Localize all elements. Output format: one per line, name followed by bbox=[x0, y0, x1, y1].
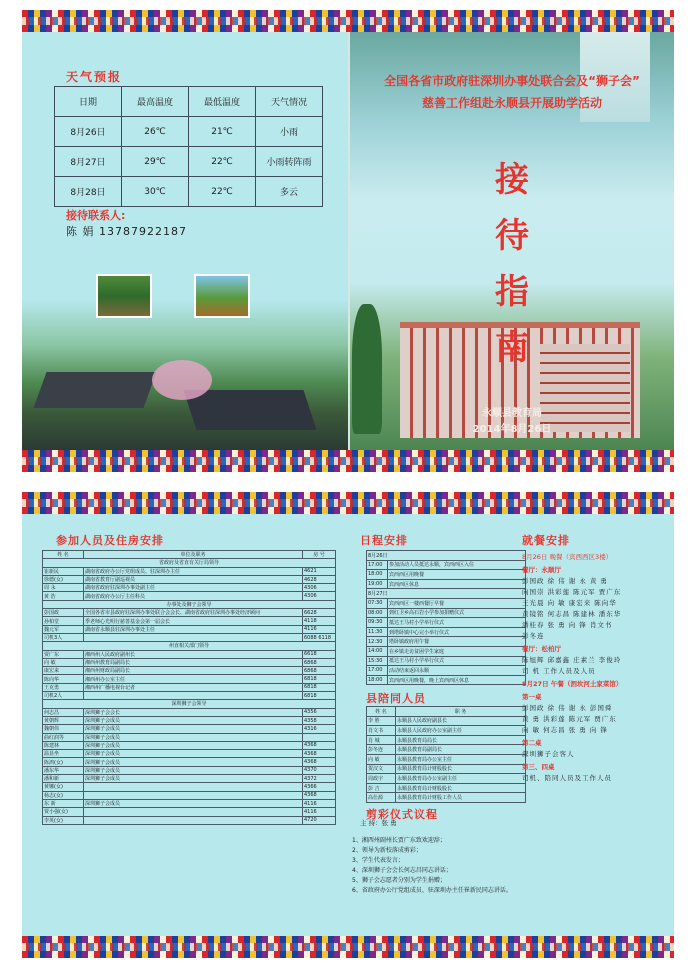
ceremony-title: 剪彩仪式议程 bbox=[366, 808, 438, 821]
participant-room-cell: 4628 bbox=[303, 575, 336, 583]
schedule-event-cell: 到塔卧镇中心完小举行仪式 bbox=[388, 627, 526, 637]
participant-name-cell: 黄 浩 bbox=[43, 592, 84, 600]
schedule-day-cell: 8月27日 bbox=[367, 589, 526, 599]
table-row bbox=[367, 646, 526, 656]
weather-header-row bbox=[55, 87, 323, 117]
participant-name-cell: 司机2人 bbox=[43, 692, 84, 700]
schedule-time-cell: 15:30 bbox=[367, 656, 388, 666]
weather-cell: 小雨 bbox=[256, 117, 323, 147]
schedule-table bbox=[366, 550, 526, 685]
table-row bbox=[43, 808, 336, 816]
participant-role-cell: 深圳狮子会成员 bbox=[84, 750, 303, 758]
staff-name-cell: 彭 吉 bbox=[367, 783, 396, 793]
table-row bbox=[367, 618, 526, 628]
staff-role-cell: 永顺县教育局办公室副主任 bbox=[396, 774, 526, 784]
list-item: 4、深圳狮子会会长何志昌同志讲话； bbox=[352, 867, 452, 874]
dining-name-line: 彭冬连 bbox=[522, 632, 545, 640]
participant-room-cell: 4368 bbox=[303, 758, 336, 766]
ceremony-list bbox=[352, 836, 512, 896]
table-row bbox=[367, 666, 526, 676]
schedule-time-cell: 09:30 bbox=[367, 618, 388, 628]
table-row bbox=[367, 579, 526, 589]
table-row bbox=[43, 766, 336, 774]
weather-header-cell: 天气情况 bbox=[256, 87, 323, 117]
participant-name-cell: 徐德(女) bbox=[43, 575, 84, 583]
table-row bbox=[367, 627, 526, 637]
participants-header-cell: 姓 名 bbox=[43, 551, 84, 559]
participant-room-cell: 6868 bbox=[303, 667, 336, 675]
participant-room-cell: 6618 bbox=[303, 650, 336, 658]
schedule-event-cell: 抵达王马村小学举行仪式 bbox=[388, 618, 526, 628]
staff-name-cell: 肖文书 bbox=[367, 726, 396, 736]
weather-row bbox=[55, 147, 323, 177]
table-row bbox=[43, 575, 336, 583]
schedule-title: 日程安排 bbox=[360, 534, 408, 547]
participant-room-cell: 4316 bbox=[303, 725, 336, 733]
participant-room-cell: 4368 bbox=[303, 741, 336, 749]
participant-role-cell: 深圳狮子会成员 bbox=[84, 799, 303, 807]
participant-name-cell: 孙柏堂 bbox=[43, 617, 84, 625]
table-row bbox=[367, 598, 526, 608]
dining-name-line: 深圳狮子会客人 bbox=[522, 750, 575, 758]
list-item: 5、狮子会志愿者分别为学生捐赠； bbox=[352, 877, 446, 884]
dining-name-line: 潘桂春 张 勇 向 锋 肖文书 bbox=[522, 621, 613, 629]
weather-cell: 8月28日 bbox=[55, 177, 122, 207]
participant-name-cell: 崔新民 bbox=[43, 567, 84, 575]
table-row bbox=[367, 551, 526, 561]
table-row bbox=[43, 791, 336, 799]
schedule-event-cell: 宾西西区休息 bbox=[388, 579, 526, 589]
table-row bbox=[43, 642, 336, 650]
dining-name-list bbox=[522, 655, 662, 675]
weather-title: 天气预报 bbox=[66, 70, 123, 84]
schedule-day-cell: 8月26日 bbox=[367, 551, 526, 561]
table-row bbox=[43, 741, 336, 749]
participant-role-cell bbox=[84, 816, 303, 824]
participant-role-cell bbox=[84, 633, 303, 641]
participant-role-cell: 湖南省政府驻深圳办事处副主任 bbox=[84, 584, 303, 592]
staff-name-cell: 贺汉文 bbox=[367, 764, 396, 774]
table-row bbox=[43, 658, 336, 666]
participant-role-cell: 深圳狮子会成员 bbox=[84, 775, 303, 783]
participant-room-cell: 4306 bbox=[303, 592, 336, 600]
dining-name-line: 陈旭辉 邱嘉鑫 庄素兰 李俊玲 bbox=[522, 656, 622, 664]
dining-hall2: 餐厅：松柏厅 bbox=[522, 645, 561, 653]
staff-header-cell: 姓 名 bbox=[367, 707, 396, 717]
table-row bbox=[43, 592, 336, 600]
dining-name-line: 黄镜铭 何志昌 陈建林 潘东华 bbox=[522, 610, 622, 618]
participant-name-cell: 东 新 bbox=[43, 799, 84, 807]
table-row bbox=[43, 675, 336, 683]
cover-heading-1: 全国各省市政府驻深圳办事处联合会及“狮子会” bbox=[384, 74, 640, 88]
title-char: 待 bbox=[495, 216, 529, 256]
ethnic-border-top bbox=[22, 492, 674, 514]
participant-name-cell: 陈建林 bbox=[43, 741, 84, 749]
weather-header-cell: 最高温度 bbox=[122, 87, 189, 117]
schedule-event-cell: 参加活动人员抵达永顺，宾西西区入住 bbox=[388, 560, 526, 570]
weather-header-cell: 最低温度 bbox=[189, 87, 256, 117]
table-row bbox=[43, 667, 336, 675]
list-item: 3、学生代表发言； bbox=[352, 857, 404, 864]
participant-room-cell: 6818 bbox=[303, 675, 336, 683]
participant-role-cell: 湖南省政府办公厅主任科员 bbox=[84, 592, 303, 600]
schedule-event-cell: 宾西西区一楼西餐厅早餐 bbox=[388, 598, 526, 608]
schedule-event-cell: 活动结束返回永顺 bbox=[388, 666, 526, 676]
weather-table bbox=[54, 86, 323, 207]
participants-header-row bbox=[43, 551, 336, 559]
participant-name-cell: 黄朝辉 bbox=[43, 716, 84, 724]
participant-name-cell: 杨志(女) bbox=[43, 791, 84, 799]
staff-header-row bbox=[367, 707, 526, 717]
schedule-time-cell: 12:30 bbox=[367, 637, 388, 647]
participant-role-cell: 全国各省市县政府驻深圳办事处联合会会长、湖南省政府驻深圳办事处经济顾问 bbox=[84, 609, 303, 617]
schedule-event-cell: 宾西西区用晚餐 bbox=[388, 570, 526, 580]
village-roof bbox=[33, 372, 156, 408]
participant-room-cell: 4368 bbox=[303, 750, 336, 758]
schedule-event-cell: 抵达王马村小学举行仪式 bbox=[388, 656, 526, 666]
participant-name-cell: 周 永 bbox=[43, 584, 84, 592]
participant-role-cell: 深圳狮子会成员 bbox=[84, 758, 303, 766]
participant-room-cell: 4118 bbox=[303, 617, 336, 625]
staff-name-cell: 高仕源 bbox=[367, 793, 396, 803]
ethnic-border-bottom bbox=[22, 450, 674, 472]
participant-room-cell: 6818 bbox=[303, 692, 336, 700]
schedule-time-cell: 19:00 bbox=[367, 579, 388, 589]
dining-day1: 8月26日 晚餐（宾西西区3楼） bbox=[522, 553, 613, 561]
dining-name-line: 黄 勇 洪彩莲 陈元军 贾广东 bbox=[522, 715, 617, 723]
participant-role-cell bbox=[84, 692, 303, 700]
table-row bbox=[43, 633, 336, 641]
cover-sheet bbox=[22, 10, 674, 472]
dining-section bbox=[522, 532, 662, 784]
table-row bbox=[43, 584, 336, 592]
table-row bbox=[367, 726, 526, 736]
participant-name-cell: 温显坐 bbox=[43, 750, 84, 758]
table-row bbox=[367, 716, 526, 726]
dining-name-line: 王光晨 向 敏 康宏来 陈向华 bbox=[522, 599, 617, 607]
cover-panel bbox=[350, 32, 674, 450]
weather-cell: 小雨转阵雨 bbox=[256, 147, 323, 177]
table-row bbox=[367, 656, 526, 666]
dining-name-list bbox=[522, 749, 662, 758]
table-row bbox=[43, 775, 336, 783]
dining-name-line: 司机、陪同人员及工作人员 bbox=[522, 774, 612, 782]
schedule-time-cell: 14:00 bbox=[367, 646, 388, 656]
participant-role-cell: 深圳狮子会成员 bbox=[84, 766, 303, 774]
staff-role-cell: 永顺县教育局局长 bbox=[396, 735, 526, 745]
table-row bbox=[367, 754, 526, 764]
participant-name-cell: 王克勇 bbox=[43, 683, 84, 691]
participant-name-cell: 李英(女) bbox=[43, 816, 84, 824]
table-row bbox=[43, 799, 336, 807]
staff-role-cell: 永顺县教育局副局长 bbox=[396, 745, 526, 755]
table-row bbox=[43, 733, 336, 741]
staff-table bbox=[366, 706, 526, 803]
participant-role-cell: 湘西州教育局副局长 bbox=[84, 658, 303, 666]
participant-room-cell: 4116 bbox=[303, 808, 336, 816]
dining-hall1: 餐厅：永顺厅 bbox=[522, 566, 561, 574]
participant-role-cell: 湘西州办公室主任 bbox=[84, 675, 303, 683]
contact-label: 接待联系人: bbox=[66, 209, 126, 222]
table-row bbox=[367, 608, 526, 618]
staff-role-cell: 永顺县教育局办公室主任 bbox=[396, 754, 526, 764]
table-row bbox=[367, 774, 526, 784]
table-row bbox=[367, 675, 526, 685]
weather-cell: 多云 bbox=[256, 177, 323, 207]
cover-heading-2: 慈善工作组赴永顺县开展助学活动 bbox=[421, 96, 602, 110]
village-photo bbox=[194, 274, 250, 318]
participant-name-cell: 黄娜(女) bbox=[43, 783, 84, 791]
staff-name-cell: 肖 城 bbox=[367, 735, 396, 745]
participant-room-cell: 4116 bbox=[303, 625, 336, 633]
participant-name-cell: 潘和新 bbox=[43, 775, 84, 783]
dining-name-list bbox=[522, 703, 662, 734]
participant-room-cell: 4116 bbox=[303, 799, 336, 807]
participant-role-cell: 湖南省永顺县驻深圳办事处主任 bbox=[84, 625, 303, 633]
table-row bbox=[43, 609, 336, 617]
table-row bbox=[43, 617, 336, 625]
schedule-time-cell: 08:00 bbox=[367, 608, 388, 618]
weather-cell: 21℃ bbox=[189, 117, 256, 147]
participant-name-cell: 康宏来 bbox=[43, 667, 84, 675]
schedule-time-cell: 07:30 bbox=[367, 598, 388, 608]
list-item: 2、领导为新校落成剪彩； bbox=[352, 847, 422, 854]
participants-title: 参加人员及住房安排 bbox=[56, 534, 164, 547]
participant-name-cell: 曲红润等 bbox=[43, 733, 84, 741]
participant-room-cell: 4356 bbox=[303, 708, 336, 716]
dining-name-line: 彭国政 徐 伟 谢 永 彭国舜 bbox=[522, 704, 613, 712]
section-heading-cell: 办事处及狮子会领导 bbox=[43, 600, 336, 608]
participant-role-cell: 湘西州广播电视台记者 bbox=[84, 683, 303, 691]
weather-cell: 8月26日 bbox=[55, 117, 122, 147]
participant-name-cell: 魏元军 bbox=[43, 625, 84, 633]
participant-role-cell: 湘西州人民政府副州长 bbox=[84, 650, 303, 658]
dining-name-line: 彭国政 徐 伟 谢 永 黄 勇 bbox=[522, 577, 608, 585]
ethnic-border-bottom bbox=[22, 936, 674, 958]
schedule-event-cell: 到红卫乡高石岩小学参加捐赠仪式 bbox=[388, 608, 526, 618]
participant-room-cell: 6818 bbox=[303, 683, 336, 691]
participant-role-cell: 深圳狮子会成员 bbox=[84, 716, 303, 724]
weather-cell: 22℃ bbox=[189, 177, 256, 207]
title-char: 指 bbox=[495, 272, 529, 312]
weather-cell: 30℃ bbox=[122, 177, 189, 207]
participants-header-cell: 房 号 bbox=[303, 551, 336, 559]
schedule-time-cell: 18:00 bbox=[367, 570, 388, 580]
table-row bbox=[43, 600, 336, 608]
participant-name-cell: 贾小强(女) bbox=[43, 808, 84, 816]
participants-table bbox=[42, 550, 336, 825]
blossom-tree bbox=[152, 360, 212, 400]
schedule-time-cell: 11:30 bbox=[367, 627, 388, 637]
participant-role-cell: 湘西州财政局副局长 bbox=[84, 667, 303, 675]
participant-room-cell: 4306 bbox=[303, 584, 336, 592]
staff-role-cell: 永顺县教育局计财股股长 bbox=[396, 764, 526, 774]
ceremony-host: 主 持：张 勇 bbox=[360, 819, 397, 827]
staff-role-cell: 永顺县人民政府副县长 bbox=[396, 716, 526, 726]
table-row bbox=[43, 758, 336, 766]
staff-role-cell: 永顺县人民政府办公室副主任 bbox=[396, 726, 526, 736]
dining-name-list bbox=[522, 576, 662, 640]
staff-role-cell: 永顺县教育局计财股工作人员 bbox=[396, 793, 526, 803]
participant-name-cell: 贾广东 bbox=[43, 650, 84, 658]
participant-name-cell: 陈向华 bbox=[43, 675, 84, 683]
participant-role-cell: 深圳狮子会成员 bbox=[84, 733, 303, 741]
participant-name-cell: 向 敏 bbox=[43, 658, 84, 666]
participant-room-cell: 4358 bbox=[303, 716, 336, 724]
participant-role-cell bbox=[84, 783, 303, 791]
table-row bbox=[43, 816, 336, 824]
participant-room-cell bbox=[303, 733, 336, 741]
schedule-time-cell: 17:00 bbox=[367, 666, 388, 676]
participant-room-cell: 6868 bbox=[303, 658, 336, 666]
dining-table1: 第一桌 bbox=[522, 693, 542, 701]
table-row bbox=[367, 735, 526, 745]
schedule-event-cell: 宾西西区用晚餐，晚上宾西西区休息 bbox=[388, 675, 526, 685]
schedule-event-cell: 塔卧镇政府用午餐 bbox=[388, 637, 526, 647]
village-roof bbox=[184, 390, 317, 430]
participant-role-cell: 深圳狮子会会长 bbox=[84, 708, 303, 716]
participant-role-cell bbox=[84, 791, 303, 799]
participant-room-cell: 4720 bbox=[303, 816, 336, 824]
staff-name-cell: 向 敏 bbox=[367, 754, 396, 764]
table-row bbox=[43, 750, 336, 758]
participant-room-cell: 4368 bbox=[303, 791, 336, 799]
table-row bbox=[43, 708, 336, 716]
participants-header-cell: 单位及职务 bbox=[84, 551, 303, 559]
table-row bbox=[367, 560, 526, 570]
table-row bbox=[43, 625, 336, 633]
staff-title: 县陪同人员 bbox=[366, 692, 426, 705]
table-row bbox=[43, 692, 336, 700]
table-row bbox=[367, 745, 526, 755]
participant-role-cell: 深圳狮子会成员 bbox=[84, 725, 303, 733]
participant-name-cell: 魏朝伟 bbox=[43, 725, 84, 733]
weather-row bbox=[55, 117, 323, 147]
section-heading-cell: 省政府及省直有关厅局领导 bbox=[43, 559, 336, 567]
schedule-time-cell: 17:00 bbox=[367, 560, 388, 570]
table-row bbox=[43, 725, 336, 733]
staff-header-cell: 职 务 bbox=[396, 707, 526, 717]
list-item: 6、省政府办公厅党组成员、驻深圳办主任崔新民同志讲话。 bbox=[352, 887, 512, 894]
participant-room-cell: 4366 bbox=[303, 783, 336, 791]
table-row bbox=[43, 700, 336, 708]
dining-table2: 第二桌 bbox=[522, 739, 542, 747]
participant-name-cell: 何志昌 bbox=[43, 708, 84, 716]
participant-room-cell: 6088 6118 bbox=[303, 633, 336, 641]
staff-name-cell: 周政宇 bbox=[367, 774, 396, 784]
table-row bbox=[43, 567, 336, 575]
participant-name-cell: 潘东华 bbox=[43, 766, 84, 774]
table-row bbox=[367, 764, 526, 774]
weather-cell: 8月27日 bbox=[55, 147, 122, 177]
table-row bbox=[43, 559, 336, 567]
staff-role-cell: 永顺县教育局计财股股长 bbox=[396, 783, 526, 793]
schedule-event-cell: 在乡镇走访贫困学生家庭 bbox=[388, 646, 526, 656]
table-row bbox=[43, 683, 336, 691]
table-row bbox=[367, 589, 526, 599]
dining-day2: 8月27日 午餐（泗坎河土家菜馆） bbox=[522, 680, 623, 688]
inner-sheet bbox=[22, 492, 674, 958]
table-row bbox=[367, 783, 526, 793]
weather-row bbox=[55, 177, 323, 207]
weather-cell: 29℃ bbox=[122, 147, 189, 177]
title-char: 南 bbox=[495, 328, 529, 368]
table-row bbox=[43, 783, 336, 791]
weather-cell: 26℃ bbox=[122, 117, 189, 147]
section-heading-cell: 州直相关部门领导 bbox=[43, 642, 336, 650]
participant-name-cell: 司机3人 bbox=[43, 633, 84, 641]
dining-name-line: 向国崇 洪彩莲 陈元军 贾广东 bbox=[522, 588, 622, 596]
dining-table3: 第三、四桌 bbox=[522, 763, 555, 771]
participant-room-cell: 4372 bbox=[303, 775, 336, 783]
contact-value: 陈 娟 13787922187 bbox=[66, 225, 187, 238]
dining-name-line: 司 机 工作人员及人员 bbox=[522, 667, 596, 675]
participant-role-cell: 湖南省教育厅副巡视员 bbox=[84, 575, 303, 583]
participant-role-cell bbox=[84, 808, 303, 816]
participant-role-cell: 深圳狮子会成员 bbox=[84, 741, 303, 749]
participant-name-cell: 陈鸿(女) bbox=[43, 758, 84, 766]
waterfall-photo bbox=[96, 274, 152, 318]
table-row bbox=[43, 650, 336, 658]
participant-room-cell: 4621 bbox=[303, 567, 336, 575]
cover-date: 2014年8月26日 bbox=[472, 424, 552, 435]
dining-name-list bbox=[522, 773, 662, 782]
dining-name-line: 向 敏 何志昌 张 勇 向 锋 bbox=[522, 726, 608, 734]
table-row bbox=[367, 793, 526, 803]
staff-name-cell: 李 胜 bbox=[367, 716, 396, 726]
participant-role-cell: 季老师心光明行慈善基金会第一届会长 bbox=[84, 617, 303, 625]
weather-header-cell: 日期 bbox=[55, 87, 122, 117]
title-char: 接 bbox=[495, 160, 529, 200]
cover-organization: 永顺县教育局 bbox=[482, 408, 542, 419]
section-heading-cell: 深圳狮子会领导 bbox=[43, 700, 336, 708]
dining-title: 就餐安排 bbox=[522, 534, 570, 547]
list-item: 1、湘西州副州长贾广东致欢迎辞； bbox=[352, 837, 446, 844]
participant-name-cell: 彭国政 bbox=[43, 609, 84, 617]
participant-role-cell: 湖南省政府办公厅党组成员、驻深圳办主任 bbox=[84, 567, 303, 575]
table-row bbox=[367, 570, 526, 580]
table-row bbox=[367, 637, 526, 647]
staff-name-cell: 彭冬连 bbox=[367, 745, 396, 755]
participant-room-cell: 4370 bbox=[303, 766, 336, 774]
table-row bbox=[43, 716, 336, 724]
participant-room-cell: 6628 bbox=[303, 609, 336, 617]
weather-cell: 22℃ bbox=[189, 147, 256, 177]
schedule-time-cell: 18:00 bbox=[367, 675, 388, 685]
ethnic-border-top bbox=[22, 10, 674, 32]
